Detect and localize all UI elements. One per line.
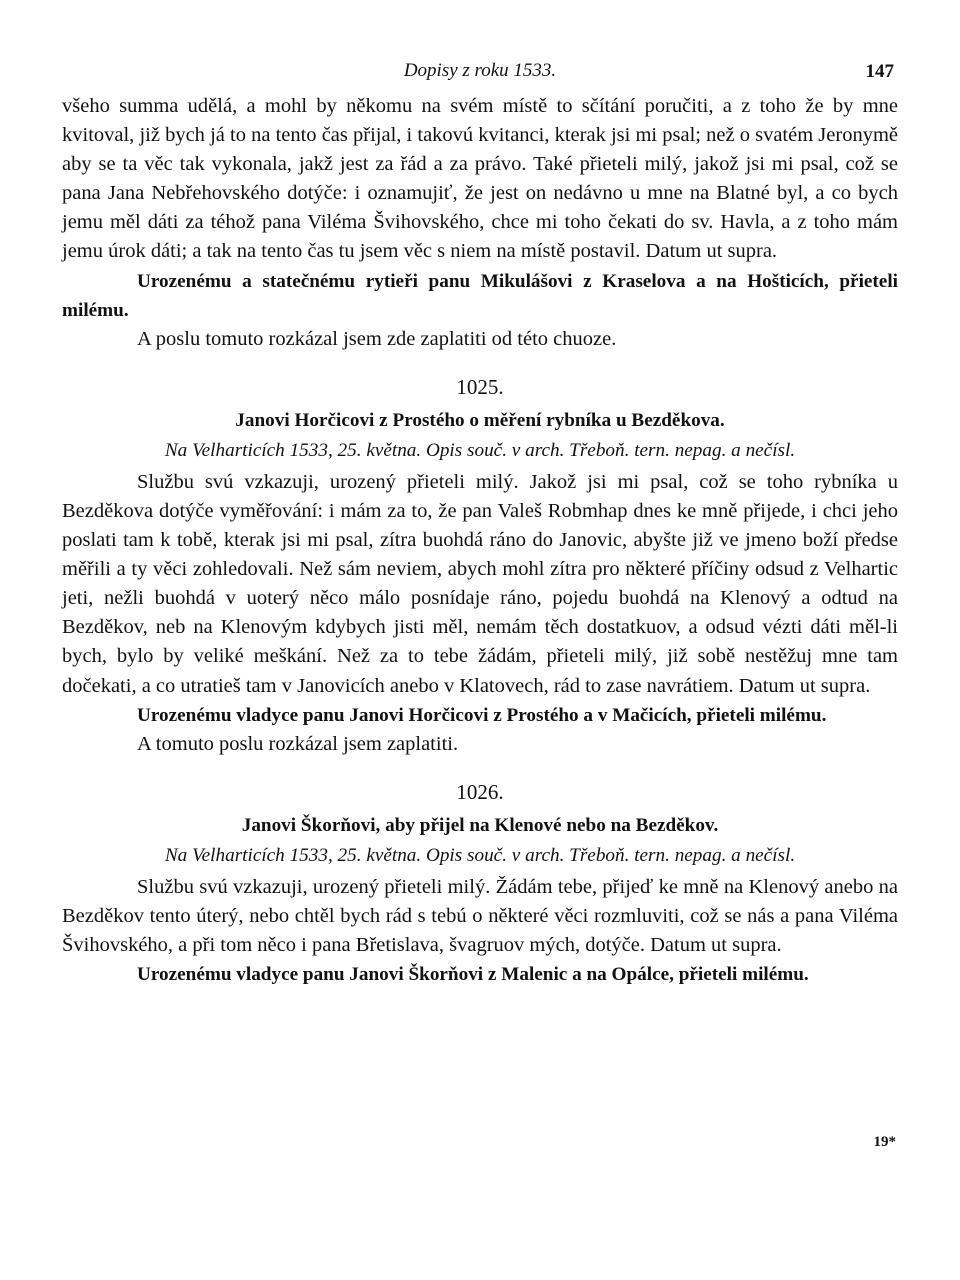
- letter-text: Službu svú vzkazuji, urozený přieteli milý. Jakož jsi mi psal, což se toho rybníka u Bezděkova dotýče vyměřování: i mám za to, že pan Valeš Robmhap dnes ke mně přijede, i chci jeho poslati tam k tobě, kterak jsi mi psal, zítra buohdá ráno do Janovic, abyšte již ve jmeno boží předse měřili a ty věci zohledovali. Než sám neviem, abych mohl zítra pro některé příčiny odsud z Velhartic jeti, nežli buohdá v uoterý něco málo posnídaje ráno, pojedu buohdá na Klenový a odtud na Bezděkov, neb na Klenovým kdybych jisti měl, nemám těch dostatkuov, a odsud vézti dáti měl-li bych, bylo by veliké meškání. Než za to tebe žádám, přieteli milý, již sobě nestěžuj mne tam dočekati, a co utratieš tam v Janovicích anebo v Klatovech, rád to zase navrátiem. Datum ut supra.: [62, 470, 898, 697]
- letter-text: Službu svú vzkazuji, urozený přieteli milý. Žádám tebe, přijeď ke mně na Klenový anebo na Bezděkov tento úterý, nebo chtěl bych rád s tebú o některé věci rozmluviti, což se nás a pana Viléma Švihovského, a při tom něco i pana Břetislava, švagruov mých, dotýče. Datum ut supra.: [62, 875, 898, 956]
- letter-number: 1026.: [456, 779, 504, 804]
- letter-address: Urozenému a statečnému rytieři panu Mikulášovi z Kraselova a na Hošticích, přieteli milému.: [62, 270, 898, 321]
- letter-title: Janovi Horčicovi z Prostého o měření rybníka u Bezděkova.: [235, 409, 725, 431]
- continued-letter-text: všeho summa udělá, a mohl by někomu na svém místě to sčítání poručiti, a z toho že by mne kvitoval, již bych já to na tento čas přijal, i takovú kvitanci, kterak jsi mi psal; než o svatém Jeronymě aby se ta věc tak vykonala, jakž jest za řád a za právo. Také přieteli milý, jakož jsi mi psal, což se pana Jana Nebřehovského dotýče: i oznamujiť, že jest on nedávno u mne na Blatné byl, a co bych jemu měl dáti za téhož pana Viléma Švihovského, chce mi toho čekati do sv. Havla, a z toho mám jemu úrok dáti; a tak na tento čas tu jsem věc s niem na místě postavil. Datum ut supra.: [62, 95, 898, 263]
- letter-title: Janovi Škorňovi, aby přijel na Klenové nebo na Bezděkov.: [241, 814, 719, 836]
- letter-postscript: A poslu tomuto rozkázal jsem zde zaplatiti od této chuoze.: [137, 327, 617, 350]
- letter-address: Urozenému vladyce panu Janovi Horčicovi z Prostého a v Mačicích, přieteli milému.: [137, 704, 827, 726]
- page-number: 147: [865, 61, 894, 82]
- letter-source: Na Velharticích 1533, 25. května. Opis souč. v arch. Třeboň. tern. nepag. a nečísl.: [164, 844, 796, 866]
- running-title: Dopisy z roku 1533.: [403, 60, 557, 81]
- page-body: [62, 92, 898, 989]
- letter-number: 1025.: [456, 374, 504, 399]
- letter-address: Urozenému vladyce panu Janovi Škorňovi z Malenic a na Opálce, přieteli milému.: [137, 964, 809, 986]
- letter-postscript: A tomuto poslu rozkázal jsem zaplatiti.: [137, 732, 459, 755]
- letter-source: Na Velharticích 1533, 25. května. Opis souč. v arch. Třeboň. tern. nepag. a nečísl.: [164, 439, 796, 461]
- printer-signature-mark: 19*: [873, 1134, 896, 1150]
- book-page: [62, 56, 898, 1256]
- running-head: [62, 56, 898, 92]
